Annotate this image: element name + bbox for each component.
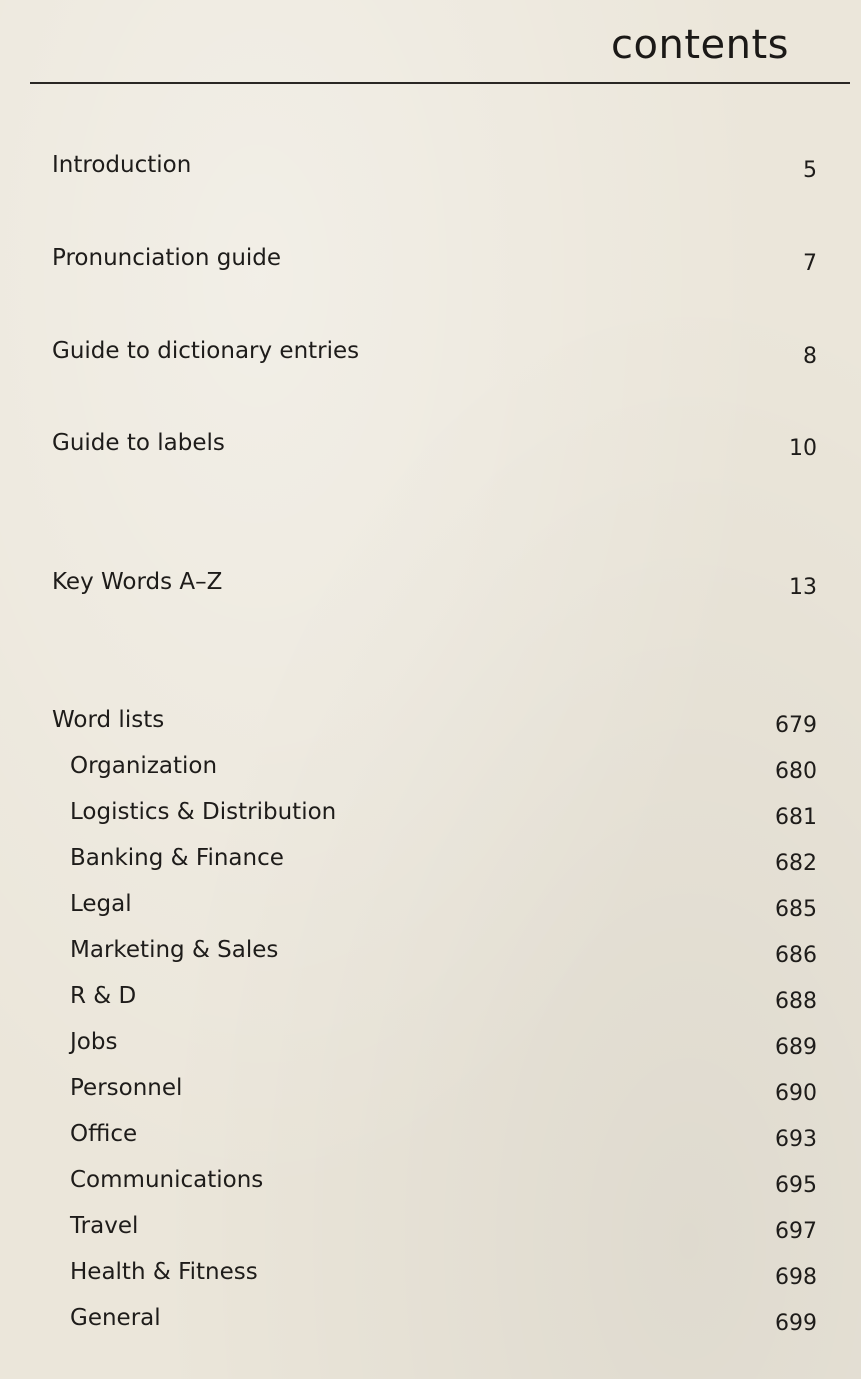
toc-entry-label: Key Words A–Z [52, 569, 223, 595]
toc-entry-page: 693 [775, 1127, 817, 1152]
toc-entry-label: Logistics & Distribution [70, 799, 337, 825]
toc-entry-page: 679 [775, 713, 817, 738]
toc-entry-page: 698 [775, 1265, 817, 1290]
toc-subentry-personnel [0, 1075, 861, 1115]
title-divider [30, 82, 850, 84]
toc-entry-page: 690 [775, 1081, 817, 1106]
toc-entry-key-words [0, 569, 861, 609]
toc-entry-page: 689 [775, 1035, 817, 1060]
toc-entry-page: 688 [775, 989, 817, 1014]
toc-subentry-r-and-d [0, 983, 861, 1023]
toc-entry-label: Legal [70, 891, 132, 917]
toc-subentry-jobs [0, 1029, 861, 1069]
toc-entry-word-lists [0, 707, 861, 747]
toc-entry-guide-to-labels [0, 430, 861, 470]
toc-entry-pronunciation-guide [0, 245, 861, 285]
toc-entry-label: Health & Fitness [70, 1259, 258, 1285]
toc-entry-page: 10 [789, 436, 817, 461]
toc-entry-page: 681 [775, 805, 817, 830]
toc-entry-label: R & D [70, 983, 137, 1009]
toc-entry-label: Jobs [70, 1029, 118, 1055]
toc-entry-introduction [0, 152, 861, 192]
toc-entry-page: 13 [789, 575, 817, 600]
toc-entry-page: 685 [775, 897, 817, 922]
toc-subentry-logistics-distribution [0, 799, 861, 839]
toc-entry-label: General [70, 1305, 161, 1331]
toc-entry-label: Organization [70, 753, 218, 779]
toc-subentry-office [0, 1121, 861, 1161]
toc-entry-page: 682 [775, 851, 817, 876]
toc-subentry-legal [0, 891, 861, 931]
toc-entry-label: Marketing & Sales [70, 937, 279, 963]
page-title: contents [611, 22, 789, 68]
toc-entry-guide-to-dictionary-entries [0, 338, 861, 378]
toc-subentry-organization [0, 753, 861, 793]
toc-subentry-travel [0, 1213, 861, 1253]
toc-entry-page: 7 [803, 251, 817, 276]
toc-entry-page: 697 [775, 1219, 817, 1244]
toc-entry-label: Pronunciation guide [52, 245, 282, 271]
toc-entry-label: Introduction [52, 152, 192, 178]
toc-subentry-marketing-sales [0, 937, 861, 977]
toc-entry-label: Office [70, 1121, 138, 1147]
toc-entry-label: Guide to labels [52, 430, 225, 456]
toc-entry-page: 686 [775, 943, 817, 968]
toc-entry-page: 695 [775, 1173, 817, 1198]
toc-entry-label: Banking & Finance [70, 845, 284, 871]
toc-entry-page: 8 [803, 344, 817, 369]
toc-entry-label: Word lists [52, 707, 165, 733]
toc-entry-page: 699 [775, 1311, 817, 1336]
toc-entry-label: Travel [70, 1213, 139, 1239]
toc-subentry-general [0, 1305, 861, 1345]
toc-subentry-communications [0, 1167, 861, 1207]
toc-entry-label: Personnel [70, 1075, 183, 1101]
toc-entry-label: Guide to dictionary entries [52, 338, 360, 364]
toc-entry-page: 680 [775, 759, 817, 784]
toc-subentry-banking-finance [0, 845, 861, 885]
toc-entry-page: 5 [803, 158, 817, 183]
toc-entry-label: Communications [70, 1167, 264, 1193]
toc-subentry-health-fitness [0, 1259, 861, 1299]
